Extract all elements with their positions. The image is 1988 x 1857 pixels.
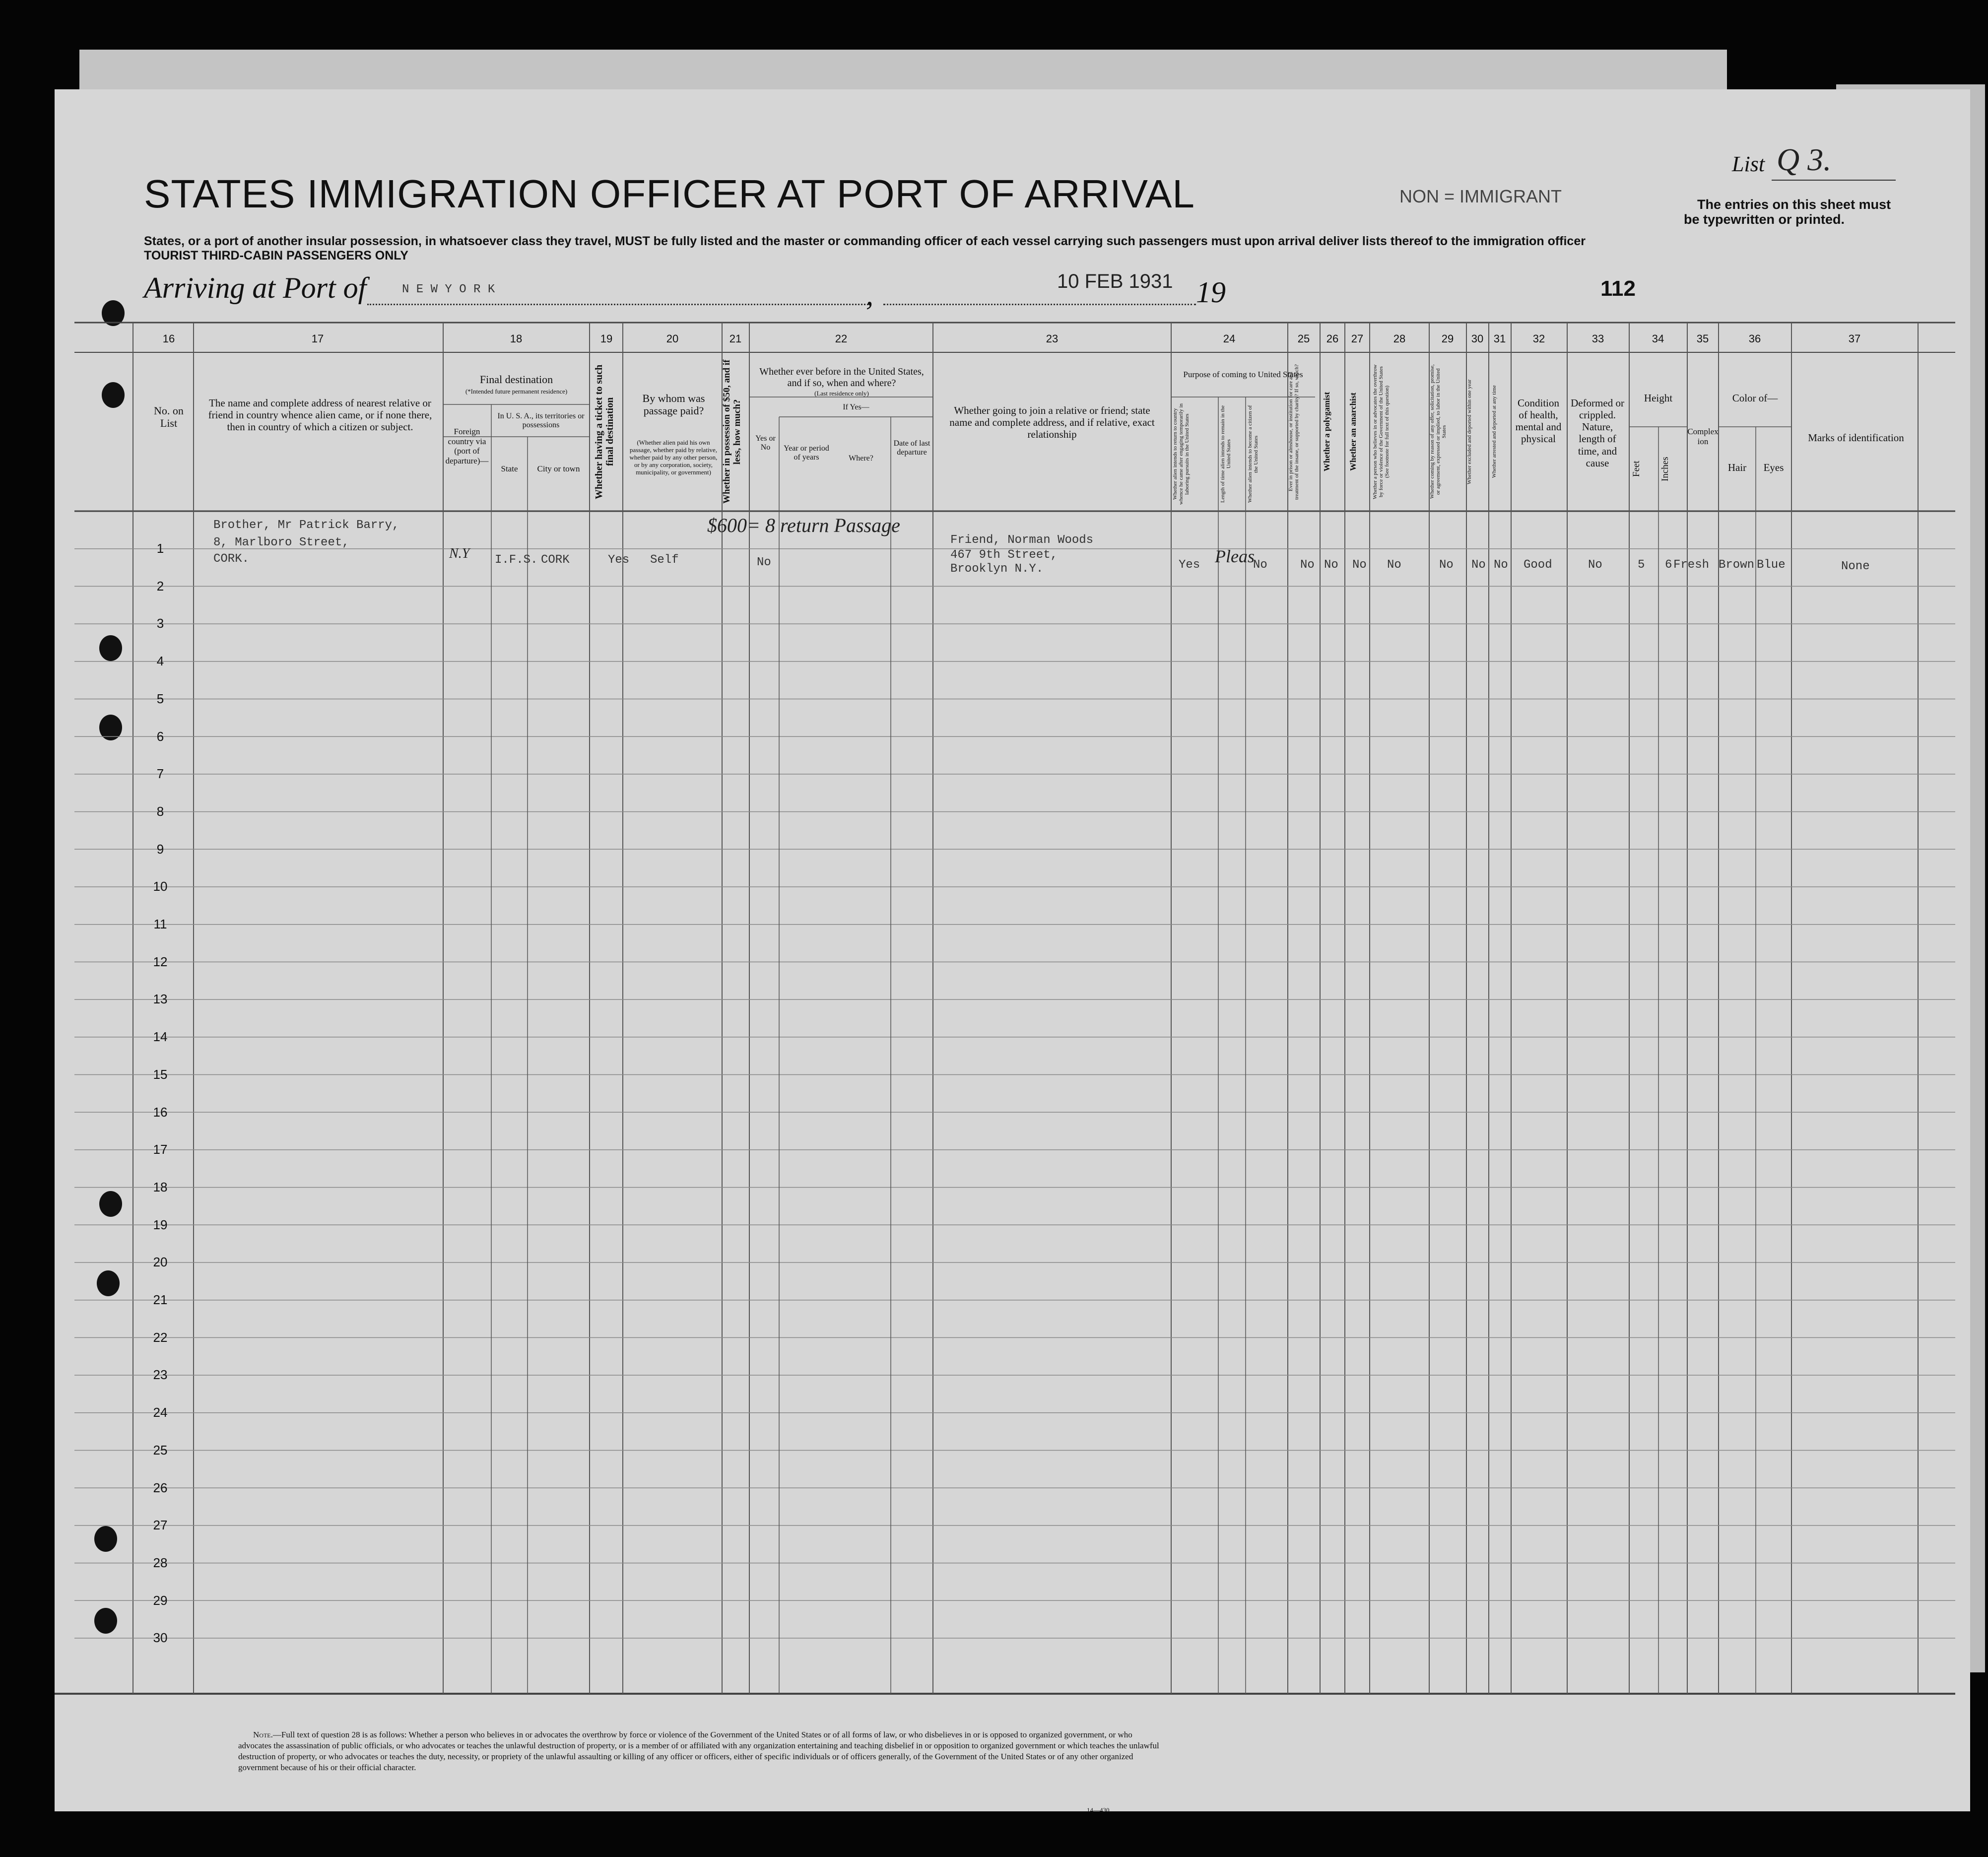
header-if-yes: If Yes— bbox=[843, 403, 869, 411]
entry-joining-line-1: Friend, Norman Woods bbox=[950, 533, 1094, 547]
row-number: 21 bbox=[153, 1292, 168, 1307]
entry-marks: None bbox=[1841, 560, 1870, 573]
footnote-label: Note. bbox=[253, 1730, 273, 1739]
header-passage-paid: By whom was passage paid? bbox=[642, 392, 705, 417]
header-last-residence-only: (Last residence only) bbox=[814, 390, 869, 397]
comma-1: , bbox=[866, 278, 873, 311]
instruction-line-2: be typewritten or printed. bbox=[1684, 212, 1845, 227]
column-number: 24 bbox=[1223, 332, 1236, 345]
entry-inches: 6 bbox=[1665, 558, 1672, 572]
row-number: 25 bbox=[153, 1442, 168, 1458]
list-value: Q 3. bbox=[1777, 142, 1832, 177]
column-number: 20 bbox=[666, 332, 679, 345]
header-ticket: Whether having a ticket to such final destination bbox=[594, 364, 615, 499]
row-number: 3 bbox=[156, 616, 164, 631]
entry-complexion: Fresh bbox=[1673, 558, 1710, 572]
header-q30: Whether excluded and deported within one year bbox=[1466, 379, 1472, 484]
row-number: 22 bbox=[153, 1329, 168, 1345]
header-feet: Feet bbox=[1631, 461, 1642, 477]
header-q28: Whether a person who believes in or advocates the overthrow by force or violence of the Government of the United States (See footnote for full text of this question) bbox=[1372, 364, 1391, 499]
header-possession-50: Whether in possession of $50, and if less, how much? bbox=[722, 359, 742, 504]
column-number: 26 bbox=[1326, 332, 1339, 345]
row-number: 6 bbox=[156, 729, 164, 744]
subtitle-line-2: TOURIST THIRD-CABIN PASSENGERS ONLY bbox=[144, 249, 408, 263]
header-joining-relative: Whether going to join a relative or friend; state name and complete address, and if relative, exact relationship bbox=[949, 404, 1155, 441]
entry-purpose-a: Yes bbox=[1179, 558, 1200, 572]
header-inches: Inches bbox=[1660, 457, 1670, 481]
header-purpose: Purpose of coming to United States bbox=[1183, 370, 1303, 379]
header-final-destination: Final destination bbox=[479, 373, 553, 386]
column-number: 22 bbox=[835, 332, 848, 345]
row-number: 11 bbox=[153, 917, 167, 931]
header-purpose-c: Whether alien intends to become a citizen of the United States bbox=[1247, 405, 1259, 503]
row-number: 16 bbox=[153, 1104, 168, 1120]
column-number: 29 bbox=[1441, 332, 1454, 345]
column-number: 32 bbox=[1532, 332, 1545, 345]
header-purpose-b: Length of time alien intends to remain in the United States bbox=[1220, 405, 1232, 503]
row-number: 26 bbox=[153, 1480, 168, 1495]
entry-relative-line-2: 8, Marlboro Street, bbox=[213, 536, 349, 549]
header-complexion: Complexion bbox=[1687, 427, 1719, 446]
footnote bbox=[238, 1729, 1166, 1773]
port-value: N E W Y O R K bbox=[402, 283, 495, 296]
row-number: 8 bbox=[156, 803, 164, 819]
header-city-or-town: City or town bbox=[537, 464, 580, 473]
header-anarchist: Whether an anarchist bbox=[1348, 392, 1358, 471]
entry-relative-line-3: CORK. bbox=[213, 552, 250, 566]
row-number: 13 bbox=[153, 992, 168, 1007]
column-number: 36 bbox=[1748, 332, 1761, 345]
arriving-label: Arriving at Port of bbox=[144, 271, 367, 304]
entry-joining-line-3: Brooklyn N.Y. bbox=[950, 562, 1044, 576]
row-number: 30 bbox=[153, 1630, 168, 1646]
entry-foreign-country: N.Y bbox=[449, 546, 470, 561]
row-number: 20 bbox=[153, 1255, 168, 1270]
header-nearest-relative: The name and complete address of nearest relative or friend in country whence alien came, or if none there, then in country of which a citizen or subject. bbox=[208, 397, 432, 433]
entry-hair: Brown bbox=[1719, 558, 1755, 572]
column-number: 18 bbox=[510, 332, 523, 345]
column-number: 33 bbox=[1591, 332, 1604, 345]
entry-q28: No bbox=[1387, 558, 1401, 572]
row-number: 5 bbox=[156, 691, 164, 706]
entry-joining-line-2: 467 9th Street, bbox=[950, 548, 1058, 562]
entry-prison: No bbox=[1300, 558, 1315, 572]
header-deformed: Deformed or crippled. Nature, length of time, and cause bbox=[1571, 397, 1624, 469]
column-number: 19 bbox=[600, 332, 613, 345]
header-in-usa: In U. S. A., its territories or possessions bbox=[497, 412, 585, 430]
subtitle-line-1: States, or a port of another insular possession, in whatsoever class they travel, MUST be fully listed and the master or commanding officer of each vessel carrying such passengers must upon arrival deliver lists thereof to the immigration officer bbox=[144, 234, 1586, 248]
row-number: 19 bbox=[153, 1217, 168, 1232]
row-number: 18 bbox=[153, 1179, 168, 1194]
column-number: 34 bbox=[1652, 332, 1664, 345]
entry-possession-handwritten: $600= 8 return Passage bbox=[707, 514, 900, 536]
column-number: 37 bbox=[1848, 332, 1861, 345]
header-prison: Ever in prison or almshouse, or institution for care and treatment of the insane, or supported by charity? If so, which? bbox=[1288, 364, 1300, 500]
column-number: 27 bbox=[1351, 332, 1364, 345]
header-foreign-country: Foreign country via (port of departure)— bbox=[445, 427, 489, 465]
entry-deformed: No bbox=[1588, 558, 1602, 572]
entry-q31: No bbox=[1494, 558, 1508, 572]
entry-q29: No bbox=[1439, 558, 1454, 572]
column-number: 17 bbox=[311, 332, 324, 345]
header-date-of-last-departure: Date of last departure bbox=[893, 439, 930, 457]
entry-anarchist: No bbox=[1352, 558, 1367, 572]
header-year-or-period: Year or period of years bbox=[784, 444, 829, 462]
form-number: 14—430 bbox=[1087, 1806, 1110, 1814]
column-number: 31 bbox=[1493, 332, 1506, 345]
row-number: 24 bbox=[153, 1405, 168, 1420]
column-number: 30 bbox=[1471, 332, 1484, 345]
row-number: 2 bbox=[156, 578, 164, 594]
header-height: Height bbox=[1644, 392, 1673, 404]
entry-ticket: Yes bbox=[608, 553, 630, 567]
row-number: 4 bbox=[156, 654, 164, 669]
column-number: 28 bbox=[1393, 332, 1406, 345]
entry-q30: No bbox=[1471, 558, 1486, 572]
entry-city: CORK bbox=[541, 553, 570, 567]
instruction-line-1: The entries on this sheet must bbox=[1697, 197, 1891, 212]
row-number: 14 bbox=[153, 1029, 168, 1045]
entry-ever-before: No bbox=[757, 556, 771, 569]
sheet-number: 112 bbox=[1600, 276, 1636, 301]
column-number: 23 bbox=[1046, 332, 1059, 345]
page-title: STATES IMMIGRATION OFFICER AT PORT OF ARRIVAL bbox=[144, 172, 1195, 216]
header-color-of: Color of— bbox=[1732, 392, 1778, 404]
entry-polygamist: No bbox=[1324, 558, 1338, 572]
header-state: State bbox=[501, 464, 518, 473]
entry-state: I.F.S. bbox=[495, 553, 538, 567]
header-where: Where? bbox=[849, 454, 873, 463]
footnote-text: —Full text of question 28 is as follows: Whether a person who believes in or advocates the overthrow by force or violence of the Government of the United States or of all forms of law, or who disbelieves in or is opposed to organized government, or who advocates the assassination of public officials, or who advocates or teaches the unlawful destruction of property, or is a member of or affiliated with any organization entertaining and teaching disbelief in or opposition to organized government or which teaches the unlawful destruction of property, or who advocates or teaches the duty, necessity, or propriety of the unlawful assaulting or killing of any officer or officers, either of specific individuals or of officers generally, of the Government of the United States or of any other organized government because of his or their official character. bbox=[238, 1730, 1159, 1773]
arrival-date-stamp: 10 FEB 1931 bbox=[1057, 270, 1173, 292]
column-number: 21 bbox=[729, 332, 742, 345]
row-number: 9 bbox=[156, 841, 164, 857]
header-yes-or-no: Yes or No bbox=[755, 434, 776, 452]
entry-relative-line-1: Brother, Mr Patrick Barry, bbox=[213, 519, 399, 532]
header-passage-note: (Whether alien paid his own passage, whether paid by relative, whether paid by any other person, or by any corporation, society, municipality, or government) bbox=[629, 439, 718, 476]
column-number: 25 bbox=[1297, 332, 1310, 345]
list-label: List bbox=[1732, 152, 1765, 176]
column-number: 35 bbox=[1696, 332, 1709, 345]
row-number: 7 bbox=[156, 766, 164, 782]
header-no-on-list: No. on List bbox=[154, 404, 184, 430]
entry-feet: 5 bbox=[1638, 558, 1645, 572]
entry-health: Good bbox=[1524, 558, 1552, 572]
row-number: 10 bbox=[153, 879, 168, 894]
row-number: 29 bbox=[153, 1592, 168, 1608]
header-eyes: Eyes bbox=[1763, 462, 1784, 473]
row-number: 28 bbox=[153, 1555, 168, 1570]
header-health: Condition of health, mental and physical bbox=[1515, 397, 1562, 445]
header-ever-before: Whether ever before in the United States, and if so, when and where? bbox=[759, 366, 924, 389]
header-marks: Marks of identification bbox=[1808, 432, 1904, 444]
year-prefix: 19 bbox=[1196, 276, 1226, 309]
header-hair: Hair bbox=[1727, 462, 1747, 473]
row-number: 17 bbox=[153, 1142, 168, 1157]
header-purpose-a: Whether alien intends to return to country whence he came after engaging temporarily in laboring pursuits in the United States bbox=[1172, 403, 1191, 505]
entry-purpose-c: No bbox=[1253, 558, 1267, 572]
non-immigrant-stamp: NON = IMMIGRANT bbox=[1399, 186, 1562, 206]
row-number: 23 bbox=[153, 1367, 168, 1383]
header-q29: Whether coming by reason of any offer, solicitation, promise, or agreement, expressed or implied, to labor in the United States bbox=[1429, 364, 1448, 499]
column-number: 16 bbox=[162, 332, 175, 345]
row-number: 1 bbox=[156, 541, 164, 556]
row-number: 12 bbox=[153, 954, 168, 969]
header-q31: Whether arrested and deported at any time bbox=[1491, 385, 1497, 478]
entry-eyes: Blue bbox=[1757, 558, 1786, 572]
header-polygamist: Whether a polygamist bbox=[1322, 392, 1331, 472]
row-number: 27 bbox=[153, 1518, 168, 1533]
row-number: 15 bbox=[153, 1066, 168, 1082]
header-final-destination-note: (*Intended future permanent residence) bbox=[465, 388, 568, 395]
entry-purpose-b: Pleas bbox=[1215, 546, 1255, 566]
entry-passage-paid: Self bbox=[650, 553, 679, 567]
